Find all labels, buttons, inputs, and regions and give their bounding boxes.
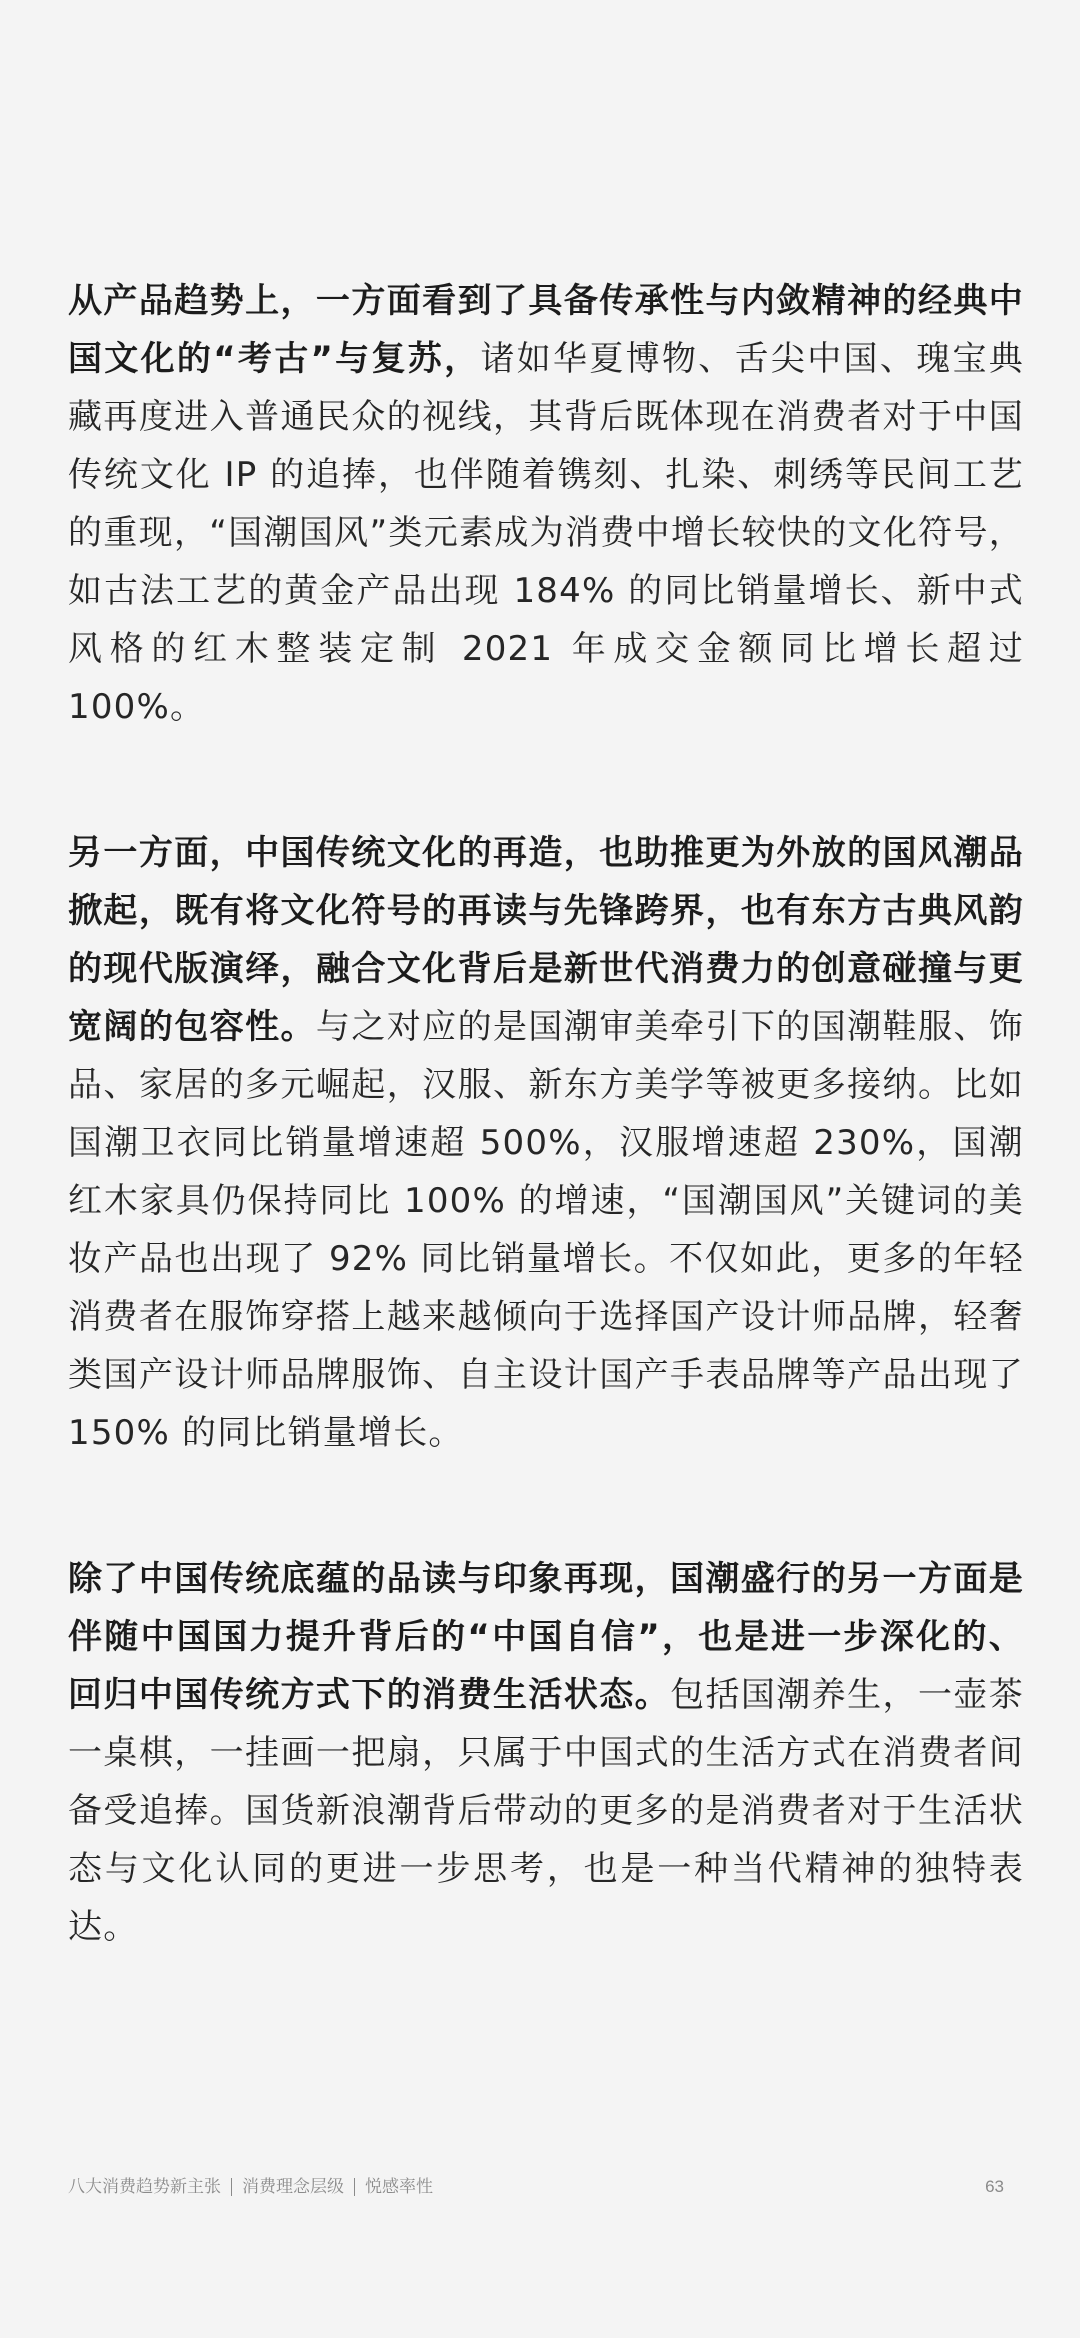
paragraph-3: [68, 1550, 1024, 1956]
page-footer: [68, 2172, 1012, 2202]
paragraph-1-bold-text: 从产品趋势上，一方面看到了具备传承性与内敛精神的经典中国文化的“考古”与复苏，: [68, 281, 1024, 379]
footer-divider: [231, 2178, 232, 2196]
footer-subsection-title: 悦感率性: [365, 2177, 433, 2196]
footer-section-title: 消费理念层级: [242, 2177, 344, 2196]
paragraph-1-text: 诸如华夏博物、舌尖中国、瑰宝典藏再度进入普通民众的视线，其背后既体现在消费者对于中国传统文化 IP 的追捧，也伴随着镌刻、扎染、刺绣等民间工艺的重现，“国潮国风”类元素成为消费中增长较快的文化符号，如古法工艺的黄金产品出现 184% 的同比销量增长、新中式风格的红木整装定制 2021 年成交金额同比增长超过 100%。: [68, 339, 1025, 727]
article-body: [68, 272, 1024, 2044]
paragraph-2-text: 与之对应的是国潮审美牵引下的国潮鞋服、饰品、家居的多元崛起，汉服、新东方美学等被更多接纳。比如国潮卫衣同比销量增速超 500%，汉服增速超 230%，国潮红木家具仍保持同比 100% 的增速，“国潮国风”关键词的美妆产品也出现了 92% 同比销量增长。不仅如此，更多的年轻消费者在服饰穿搭上越来越倾向于选择国产设计师品牌，轻奢类国产设计师品牌服饰、自主设计国产手表品牌等产品出现了 150% 的同比销量增长。: [68, 1007, 1024, 1453]
footer-divider: [354, 2178, 355, 2196]
paragraph-3-bold-text: 除了中国传统底蕴的品读与印象再现，国潮盛行的另一方面是伴随中国国力提升背后的“中国自信”，也是进一步深化的、回归中国传统方式下的消费生活状态。: [68, 1559, 1024, 1715]
paragraph-2: [68, 824, 1024, 1462]
paragraph-3-text: 包括国潮养生，一壶茶一桌棋，一挂画一把扇，只属于中国式的生活方式在消费者间备受追捧。国货新浪潮背后带动的更多的是消费者对于生活状态与文化认同的更进一步思考，也是一种当代精神的独特表达。: [68, 1675, 1024, 1947]
footer-report-title: 八大消费趋势新主张: [68, 2177, 221, 2196]
page-number: 63: [985, 2177, 1004, 2196]
footer-breadcrumb: [68, 2172, 433, 2202]
paragraph-1: [68, 272, 1024, 736]
paragraph-2-bold-text: 另一方面，中国传统文化的再造，也助推更为外放的国风潮品掀起，既有将文化符号的再读与先锋跨界，也有东方古典风韵的现代版演绎，融合文化背后是新世代消费力的创意碰撞与更宽阔的包容性。: [68, 833, 1024, 1047]
